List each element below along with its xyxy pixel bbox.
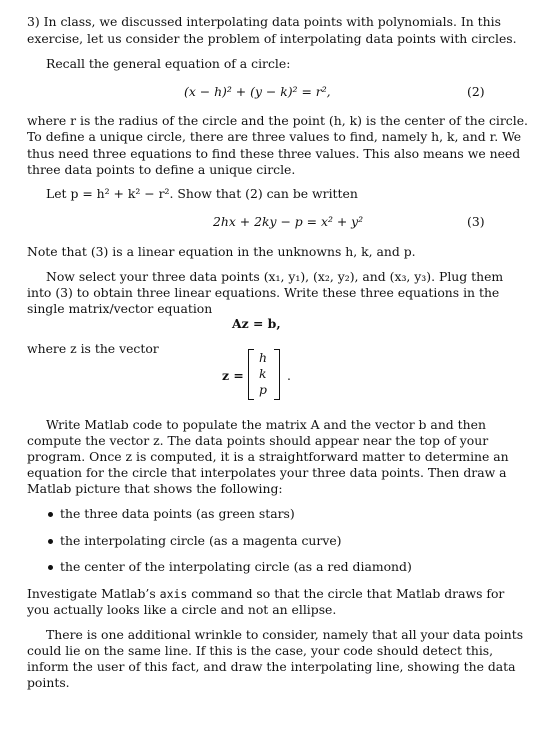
para3-line2: To define a unique circle, there are three values to find, namely h, k, and r. We bbox=[27, 129, 522, 144]
z-entry-k: k bbox=[259, 366, 267, 381]
right-bracket bbox=[274, 349, 280, 400]
z-vector-period: . bbox=[287, 368, 291, 383]
para7: where z is the vector bbox=[27, 341, 159, 356]
para10-line1: There is one additional wrinkle to consider, namely that all your data points bbox=[46, 627, 524, 642]
z-vector-label: z = bbox=[222, 368, 244, 383]
para1-line2: exercise, let us consider the problem of interpolating data points with circles. bbox=[27, 31, 517, 46]
para9-line2: you actually looks like a circle and not an ellipse. bbox=[27, 602, 337, 617]
equation-2: (x − h)² + (y − k)² = r², bbox=[184, 84, 331, 99]
para6-line2: into (3) to obtain three linear equations. Write these three equations in the bbox=[27, 285, 500, 300]
para10-line2: could lie on the same line. If this is the case, your code should detect this, bbox=[27, 643, 494, 658]
para8-line4: equation for the circle that interpolates your three data points. Then draw a bbox=[27, 465, 507, 480]
equation-2-number: (2) bbox=[467, 84, 485, 99]
bullet-item: the center of the interpolating circle (as a red diamond) bbox=[60, 559, 412, 574]
bullet-dot bbox=[48, 539, 53, 544]
para5: Note that (3) is a linear equation in the unknowns h, k, and p. bbox=[27, 244, 416, 259]
para8-line1: Write Matlab code to populate the matrix A and the vector b and then bbox=[46, 417, 486, 432]
para3-line1: where r is the radius of the circle and the point (h, k) is the center of the circle. bbox=[27, 113, 528, 128]
equation-3: 2hx + 2ky − p = x² + y² bbox=[213, 214, 364, 229]
para8-line3: program. Once z is computed, it is a straightforward matter to determine an bbox=[27, 449, 509, 464]
para3-line4: three data points to define a unique circle. bbox=[27, 162, 296, 177]
equation-az-b: Az = b, bbox=[232, 316, 281, 331]
para1-line1: 3) In class, we discussed interpolating data points with polynomials. In this bbox=[27, 14, 501, 29]
z-entry-h: h bbox=[259, 350, 267, 365]
para8-line2: compute the vector z. The data points should appear near the top of your bbox=[27, 433, 489, 448]
para9-text-a: Investigate Matlab’s bbox=[27, 586, 160, 601]
axis-command-code: axis bbox=[159, 587, 188, 601]
bullet-dot bbox=[48, 512, 53, 517]
para2: Recall the general equation of a circle: bbox=[46, 56, 291, 71]
para3-line3: thus need three equations to find these three values. This also means we need bbox=[27, 146, 521, 161]
para6-line1: Now select your three data points (x₁, y₁), (x₂, y₂), and (x₃, y₃). Plug them bbox=[46, 269, 504, 284]
z-entry-p: p bbox=[259, 382, 267, 397]
para9-text-c: command so that the circle that Matlab draws for bbox=[187, 586, 505, 601]
para4: Let p = h² + k² − r². Show that (2) can be written bbox=[46, 186, 358, 201]
para9-line1 bbox=[27, 586, 504, 602]
para6-line3: single matrix/vector equation bbox=[27, 301, 213, 316]
para10-line3: inform the user of this fact, and draw the interpolating line, showing the data bbox=[27, 659, 516, 674]
para10-line4: points. bbox=[27, 675, 70, 690]
bullet-item: the interpolating circle (as a magenta curve) bbox=[60, 533, 342, 548]
para8-line5: Matlab picture that shows the following: bbox=[27, 481, 283, 496]
equation-3-number: (3) bbox=[467, 214, 485, 229]
bullet-item: the three data points (as green stars) bbox=[60, 506, 295, 521]
left-bracket bbox=[248, 349, 254, 400]
bullet-dot bbox=[48, 565, 53, 570]
